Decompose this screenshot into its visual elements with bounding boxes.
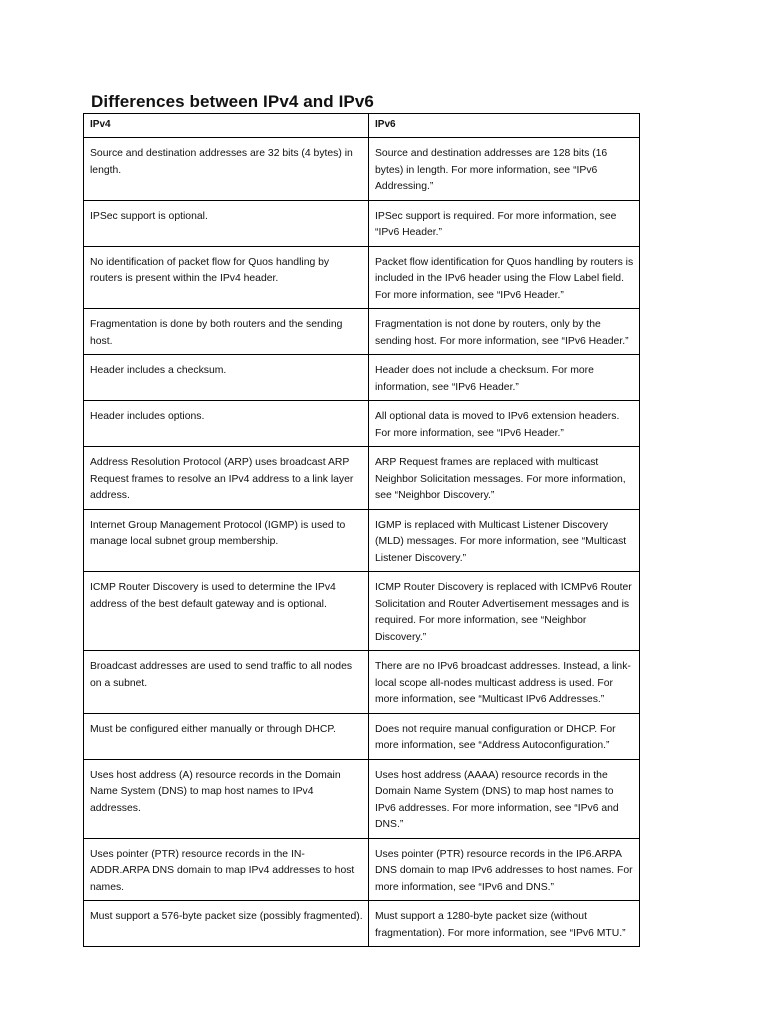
- ipv6-cell: Packet flow identification for Quos handling by routers is included in the IPv6 header using the Flow Label field. For more information, see “IPv6 Header.”: [369, 246, 640, 309]
- table-row: [84, 713, 640, 759]
- ipv6-cell: All optional data is moved to IPv6 extension headers. For more information, see “IPv6 Header.”: [369, 401, 640, 447]
- ipv4-cell: Uses pointer (PTR) resource records in the IN-ADDR.ARPA DNS domain to map IPv4 addresses to host names.: [84, 838, 369, 901]
- ipv6-cell: IGMP is replaced with Multicast Listener Discovery (MLD) messages. For more information, see “Multicast Listener Discovery.”: [369, 509, 640, 572]
- table-row: [84, 759, 640, 838]
- ipv4-cell: Uses host address (A) resource records in the Domain Name System (DNS) to map host names to IPv4 addresses.: [84, 759, 369, 838]
- table-row: [84, 355, 640, 401]
- ipv4-cell: Header includes a checksum.: [84, 355, 369, 401]
- ipv6-cell: Fragmentation is not done by routers, only by the sending host. For more information, see “IPv6 Header.”: [369, 309, 640, 355]
- ipv4-cell: Source and destination addresses are 32 bits (4 bytes) in length.: [84, 138, 369, 201]
- table-row: [84, 200, 640, 246]
- ipv4-cell: Header includes options.: [84, 401, 369, 447]
- column-header-ipv4: IPv4: [84, 114, 369, 138]
- ipv4-cell: Fragmentation is done by both routers and the sending host.: [84, 309, 369, 355]
- ipv4-cell: Internet Group Management Protocol (IGMP) is used to manage local subnet group membership.: [84, 509, 369, 572]
- table-row: [84, 447, 640, 510]
- ipv4-cell: IPSec support is optional.: [84, 200, 369, 246]
- table-header-row: [84, 114, 640, 138]
- ipv4-cell: Must support a 576-byte packet size (possibly fragmented).: [84, 901, 369, 947]
- ipv4-cell: No identification of packet flow for Quos handling by routers is present within the IPv4 header.: [84, 246, 369, 309]
- ipv6-cell: Uses pointer (PTR) resource records in the IP6.ARPA DNS domain to map IPv6 addresses to host names. For more information, see “IPv6 and DNS.”: [369, 838, 640, 901]
- table-row: [84, 246, 640, 309]
- column-header-ipv6: IPv6: [369, 114, 640, 138]
- ipv4-cell: Address Resolution Protocol (ARP) uses broadcast ARP Request frames to resolve an IPv4 address to a link layer address.: [84, 447, 369, 510]
- ipv6-cell: There are no IPv6 broadcast addresses. Instead, a link-local scope all-nodes multicast address is used. For more information, see “Multicast IPv6 Addresses.”: [369, 651, 640, 714]
- ipv6-cell: ICMP Router Discovery is replaced with ICMPv6 Router Solicitation and Router Advertisement messages and is required. For more information, see “Neighbor Discovery.”: [369, 572, 640, 651]
- ipv6-cell: Source and destination addresses are 128 bits (16 bytes) in length. For more information, see “IPv6 Addressing.”: [369, 138, 640, 201]
- ipv6-cell: Must support a 1280-byte packet size (without fragmentation). For more information, see “IPv6 MTU.”: [369, 901, 640, 947]
- table-body: [84, 138, 640, 947]
- table-row: [84, 838, 640, 901]
- ipv6-cell: IPSec support is required. For more information, see “IPv6 Header.”: [369, 200, 640, 246]
- table-row: [84, 138, 640, 201]
- ipv6-cell: ARP Request frames are replaced with multicast Neighbor Solicitation messages. For more information, see “Neighbor Discovery.”: [369, 447, 640, 510]
- ipv4-cell: Must be configured either manually or through DHCP.: [84, 713, 369, 759]
- table-row: [84, 572, 640, 651]
- ipv6-cell: Does not require manual configuration or DHCP. For more information, see “Address Autoconfiguration.”: [369, 713, 640, 759]
- table-row: [84, 309, 640, 355]
- ipv4-cell: ICMP Router Discovery is used to determine the IPv4 address of the best default gateway and is optional.: [84, 572, 369, 651]
- comparison-table: [83, 113, 640, 947]
- document-title: Differences between IPv4 and IPv6: [91, 92, 374, 111]
- table-row: [84, 401, 640, 447]
- table-row: [84, 901, 640, 947]
- table-row: [84, 509, 640, 572]
- table-row: [84, 651, 640, 714]
- ipv6-cell: Uses host address (AAAA) resource records in the Domain Name System (DNS) to map host names to IPv6 addresses. For more information, see “IPv6 and DNS.”: [369, 759, 640, 838]
- ipv6-cell: Header does not include a checksum. For more information, see “IPv6 Header.”: [369, 355, 640, 401]
- ipv4-cell: Broadcast addresses are used to send traffic to all nodes on a subnet.: [84, 651, 369, 714]
